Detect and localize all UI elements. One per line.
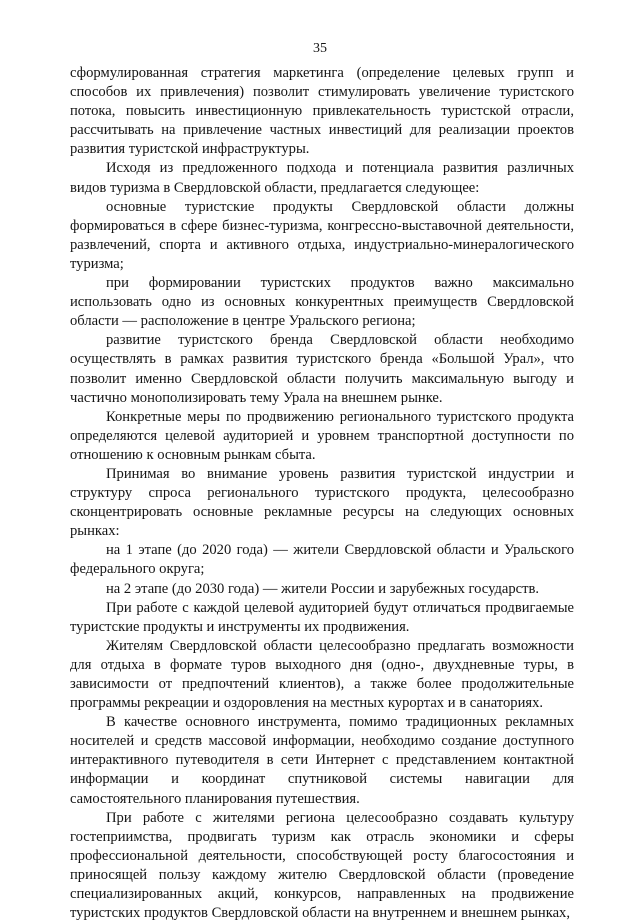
paragraph-target-audience: При работе с каждой целевой аудиторией будут отличаться продвигаемые туристские продукты и инструменты их продвижения. (70, 599, 574, 635)
paragraph-competitive-advantage: при формировании туристских продуктов важно максимально использовать одно из основных конкурентных преимуществ Свердловской области — расположение в центре Уральского региона; (70, 275, 574, 330)
paragraph-hospitality-culture: При работе с жителями региона целесообразно создавать культуру гостеприимства, продвигать туризм как отрасль экономики и сферы профессиональной деятельности, способствующей росту благосостояния и приносящей пользу каждому жителю Свердловской области (проведение специализированных акций, конкурсов, направленных на продвижение туристских продуктов Свердловской области на внутреннем и внешнем рынках, (70, 809, 574, 922)
document-body (70, 64, 574, 923)
paragraph-specific-measures: Конкретные меры по продвижению регионального туристского продукта определяются целевой аудиторией и уровнем транспортной доступности по отношению к основным рынкам сбыта. (70, 408, 574, 463)
paragraph-approach: Исходя из предложенного подхода и потенциала развития различных видов туризма в Свердловской области, предлагается следующее: (70, 160, 574, 196)
paragraph-main-products: основные туристские продукты Свердловской области должны формироваться в сфере бизнес-туризма, конгрессно-выставочной деятельности, развлечений, спорта и активного отдыха, индустриально-минералогического туризма; (70, 198, 574, 272)
paragraph-main-instrument: В качестве основного инструмента, помимо традиционных рекламных носителей и средств массовой информации, необходимо создание доступного интерактивного путеводителя в сети Интернет с представлением контактной информации и координат спутниковой системы навигации для самостоятельного планирования путешествия. (70, 714, 574, 807)
page-number: 35 (313, 41, 327, 56)
paragraph-target-markets: Принимая во внимание уровень развития туристской индустрии и структуру спроса регионального туристского продукта, целесообразно сконцентрировать основные рекламные ресурсы на следующих основных рынках: (70, 465, 574, 540)
paragraph-stage-2: на 2 этапе (до 2030 года) — жители России и зарубежных государств. (106, 580, 540, 597)
paragraph-strategy-continuation: сформулированная стратегия маркетинга (определение целевых групп и способов их привлечения) позволит стимулировать увеличение туристского потока, повысить инвестиционную привлекательность туристской отрасли, рассчитывать на привлечение частных инвестиций для реализации проектов развития туристской инфраструктуры. (70, 65, 574, 158)
paragraph-residents-offer: Жителям Свердловской области целесообразно предлагать возможности для отдыха в формате туров выходного дня (одно-, двухдневные туры, в зависимости от предпочтений клиентов), а также более продолжительные программы рекреации и оздоровления на местных курортах и в санаториях. (70, 637, 574, 712)
paragraph-brand-development: развитие туристского бренда Свердловской области необходимо осуществлять в рамках развития туристского бренда «Большой Урал», что позволит именно Свердловской области получить максимальную выгоду и частично монополизировать тему Урала на внешнем рынке. (70, 332, 574, 406)
paragraph-stage-1: на 1 этапе (до 2020 года) — жители Свердловской области и Уральского федерального округа; (70, 542, 574, 578)
